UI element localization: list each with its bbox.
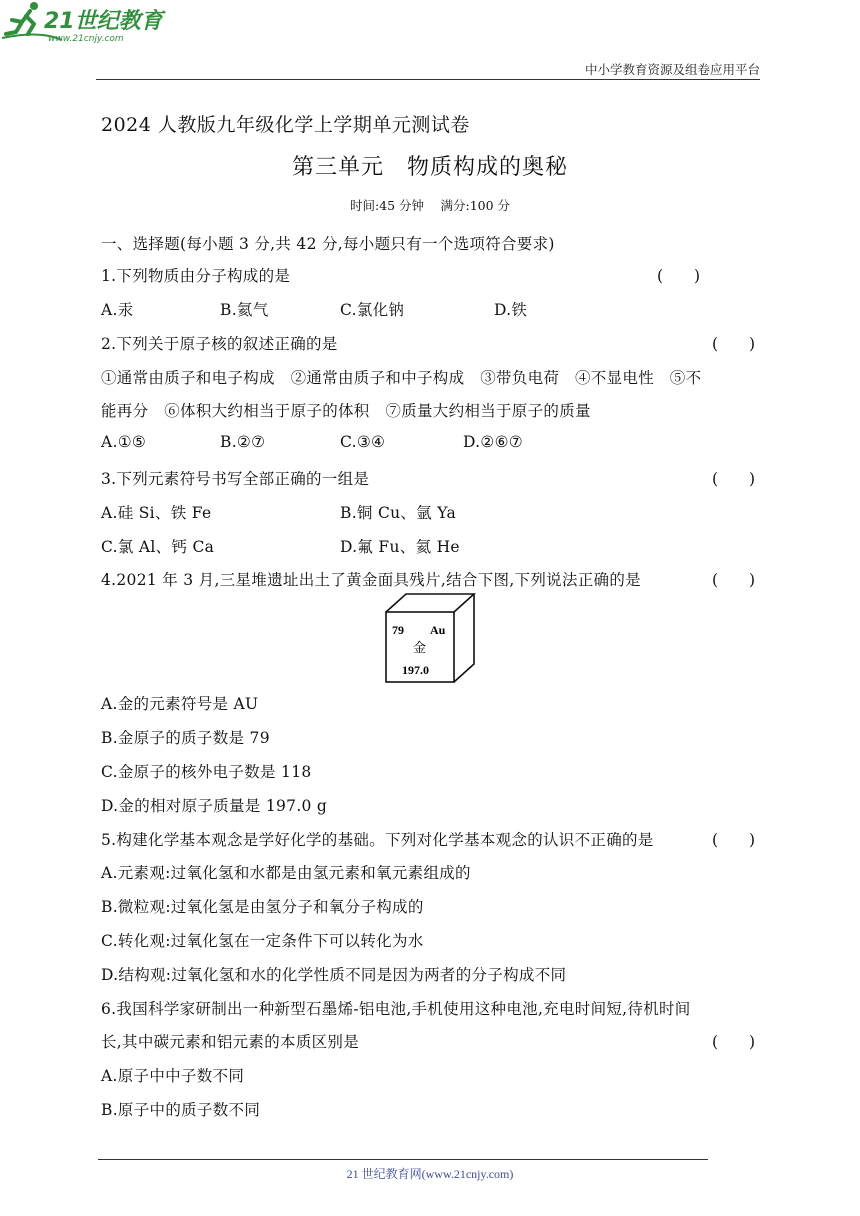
cube-atomic-number: 79	[392, 623, 404, 637]
q5-answer-bracket: ( )	[712, 831, 756, 849]
q5-option-c: C.转化观:过氧化氢在一定条件下可以转化为水	[101, 932, 424, 950]
q3-answer-bracket: ( )	[712, 470, 756, 488]
footer-divider	[98, 1159, 708, 1160]
q4-option-a: A.金的元素符号是 AU	[101, 695, 259, 713]
q6-option-b: B.原子中的质子数不同	[101, 1101, 261, 1119]
q1-option-d: D.铁	[494, 301, 528, 319]
q3-option-c: C.氯 Al、钙 Ca	[101, 538, 215, 556]
logo-text: 21世纪教育	[44, 9, 163, 34]
q1-option-b: B.氦气	[220, 301, 269, 319]
q6-option-a: A.原子中中子数不同	[101, 1067, 245, 1085]
q2-option-b: B.②⑦	[220, 433, 266, 451]
q5-stem: 5.构建化学基本观念是学好化学的基础。下列对化学基本观念的认识不正确的是	[101, 831, 654, 849]
q4-option-b: B.金原子的质子数是 79	[101, 729, 270, 747]
gold-element-cube-figure	[382, 590, 478, 684]
q2-option-c: C.③④	[340, 433, 386, 451]
q1-option-a: A.汞	[101, 301, 134, 319]
q1-answer-bracket: ( )	[657, 267, 701, 285]
cube-element-name: 金	[413, 641, 427, 656]
q2-answer-bracket: ( )	[712, 335, 756, 353]
footer-site-link[interactable]: 21 世纪教育网(www.21cnjy.com)	[346, 1167, 514, 1181]
q6-answer-bracket: ( )	[712, 1033, 756, 1051]
q2-option-a: A.①⑤	[101, 433, 147, 451]
q2-statements-line1: ①通常由质子和电子构成 ②通常由质子和中子构成 ③带负电荷 ④不显电性 ⑤不	[101, 369, 702, 387]
q3-option-b: B.铜 Cu、氩 Ya	[340, 504, 457, 522]
document-title: 2024 人教版九年级化学上学期单元测试卷	[101, 114, 470, 136]
q2-option-d: D.②⑥⑦	[463, 433, 523, 451]
q5-option-a: A.元素观:过氧化氢和水都是由氢元素和氧元素组成的	[101, 864, 471, 882]
cube-atomic-mass: 197.0	[402, 663, 429, 677]
q3-stem: 3.下列元素符号书写全部正确的一组是	[101, 470, 370, 488]
q4-option-d: D.金的相对原子质量是 197.0 g	[101, 797, 328, 815]
q4-option-c: C.金原子的核外电子数是 118	[101, 763, 312, 781]
q5-option-d: D.结构观:过氧化氢和水的化学性质不同是因为两者的分子构成不同	[101, 966, 567, 984]
logo-url: www.21cnjy.com	[48, 34, 124, 44]
q3-option-a: A.硅 Si、铁 Fe	[101, 504, 212, 522]
q2-stem: 2.下列关于原子核的叙述正确的是	[101, 335, 338, 353]
q6-stem-line1: 6.我国科学家研制出一种新型石墨烯-铝电池,手机使用这种电池,充电时间短,待机时间	[101, 1000, 691, 1018]
q4-answer-bracket: ( )	[712, 571, 756, 589]
q1-option-c: C.氯化钠	[340, 301, 405, 319]
q2-statements-line2: 能再分 ⑥体积大约相当于原子的体积 ⑦质量大约相当于原子的质量	[101, 402, 591, 420]
header-divider	[96, 79, 760, 80]
q5-option-b: B.微粒观:过氧化氢是由氢分子和氧分子构成的	[101, 898, 424, 916]
q4-stem: 4.2021 年 3 月,三星堆遗址出土了黄金面具残片,结合下图,下列说法正确的是	[101, 571, 641, 589]
q6-stem-line2: 长,其中碳元素和铝元素的本质区别是	[101, 1033, 360, 1051]
q3-option-d: D.氟 Fu、氦 He	[340, 538, 460, 556]
q1-stem: 1.下列物质由分子构成的是	[101, 267, 291, 285]
time-score-info: 时间:45 分钟 满分:100 分	[349, 198, 511, 213]
cube-element-symbol: Au	[430, 623, 446, 637]
site-logo	[0, 0, 170, 46]
unit-title: 第三单元 物质构成的奥秘	[291, 155, 568, 180]
section-heading: 一、选择题(每小题 3 分,共 42 分,每小题只有一个选项符合要求)	[101, 235, 555, 253]
header-platform-text: 中小学教育资源及组卷应用平台	[584, 62, 760, 77]
